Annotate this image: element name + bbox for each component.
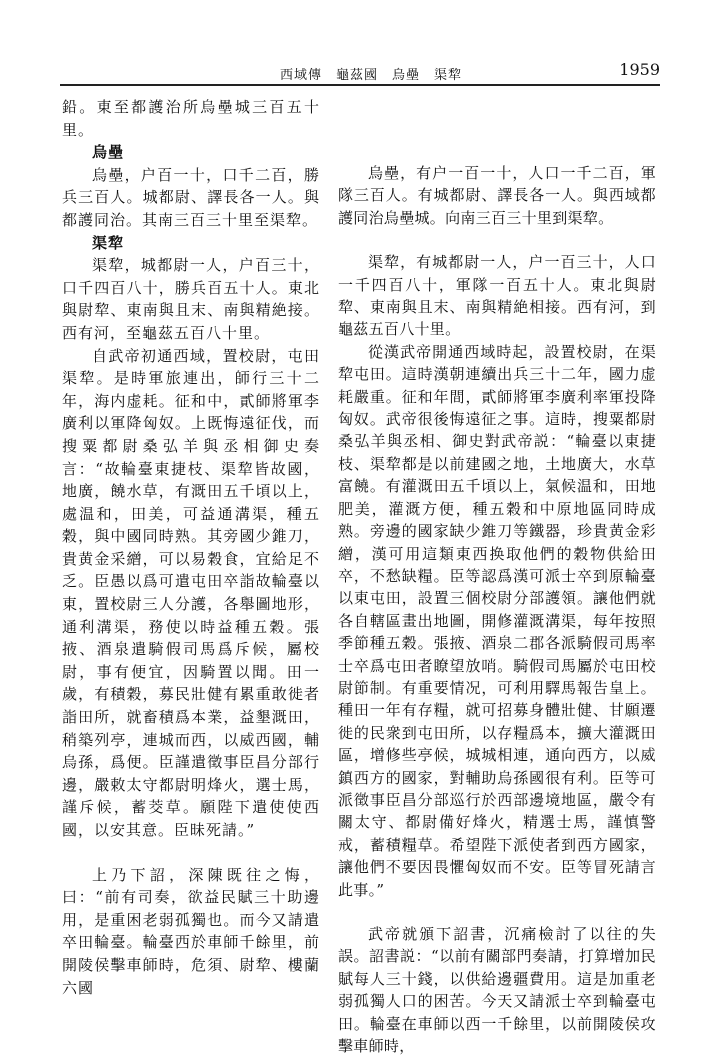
- running-title: 西域傳 龜茲國 烏壘 渠犂: [280, 68, 463, 83]
- right-para-3: 從漢武帝開通西域時起，設置校尉，在渠犂屯田。這時漢朝連續出兵三十二年，國力虚耗嚴重。征和年間，貳師將軍李廣利率軍投降匈奴。武帝很後悔遠征之事。這時，搜粟都尉桑弘羊與丞相、御史對武帝説：“輪臺以東捷枝、渠犂都是以前建國之地，土地廣大，水草富饒。有灌溉田五千頃以上，氣候温和，田地肥美，灌溉方便，種五穀和中原地區同時成熟。旁邊的國家缺少錐刀等鐵器，珍貴黄金彩繒，漢可用這類東西换取他們的穀物供給田卒，不愁缺糧。臣等認爲漢可派士卒到原輪臺以東屯田，設置三個校尉分部護領。讓他們就各自轄區畫出地圖，開修灌溉溝渠，每年按照季節種五穀。張掖、酒泉二郡各派騎假司馬率士卒爲屯田者瞭望放哨。騎假司馬屬於屯田校尉節制。有重要情况，可利用驛馬報告皇上。種田一年有存糧，就可招募身體壯健、甘願遷徙的民衆到屯田所，以存糧爲本，擴大灌溉田區，增修些亭候，城城相連，通向西方，以威鎮西方的國家，對輔助烏孫國很有利。臣等可派徵事臣昌分部巡行於西部邊境地區，嚴令有關太守、都尉備好烽火，精選士馬，謹慎警戒，蓄積糧草。希望陛下派使者到西方國家，讓他們不要因畏懼匈奴而不安。臣等冒死請言此事。”: [338, 342, 656, 899]
- right-para-4: 武帝就頒下詔書，沉痛檢討了以往的失誤。詔書説：“以前有關部門奏請，打算增加民賦每人三十錢，以供給邊疆費用。這是加重老弱孤獨人口的困苦。今天又請派士卒到輪臺屯田。輪臺在車師以西一千餘里，以前開陵侯攻擊車師時，: [338, 925, 656, 1056]
- left-para-2: 渠犂，城都尉一人，户百三十，口千四百八十，勝兵百五十人。東北與尉犂、東南與且末、南與精絶接。西有河，至龜茲五百八十里。: [62, 256, 320, 342]
- left-para-4: 上乃下詔，深陳既往之悔，曰：“前有司奏，欲益民賦三十助邊用，是重困老弱孤獨也。而今又請遣卒田輪臺。輪臺西於車師千餘里，前開陵侯擊車師時，危須、尉犂、樓蘭六國: [62, 865, 320, 997]
- right-para-1: 烏壘，有户一百一十，人口一千二百，軍隊三百人。有城都尉、譯長各一人。與西域都護同治烏壘城。向南三百三十里到渠犂。: [338, 164, 656, 227]
- page-header: [60, 58, 660, 86]
- classical-text-column: [62, 96, 320, 999]
- section-heading-wulei: 烏壘: [92, 143, 125, 162]
- left-para-0: 鉛。東至都護治所烏壘城三百五十里。: [62, 98, 320, 139]
- translation-column: [338, 96, 656, 1057]
- header-rule: [60, 84, 660, 86]
- left-para-3: 自武帝初通西域，置校尉，屯田渠犂。是時軍旅連出，師行三十二年，海内虚耗。征和中，貳師將軍李廣利以軍降匈奴。上既悔遠征伐，而搜粟都尉桑弘羊與丞相御史奏言：“故輪臺東捷枝、渠犂皆故國，地廣，饒水草，有溉田五千頃以上，處温和，田美，可益通溝渠，種五穀，與中國同時熟。其旁國少錐刀，貴黄金采繒，可以易穀食，宜給足不乏。臣愚以爲可遣屯田卒詣故輪臺以東，置校尉三人分護，各舉圖地形，通利溝渠，務使以時益種五穀。張掖、酒泉遣騎假司馬爲斥候，屬校尉，事有便宜，因騎置以聞。田一歲，有積穀，募民壯健有累重敢徙者詣田所，就畜積爲本業，益墾溉田，稍築列亭，連城而西，以威西國，輔烏孫，爲便。臣謹遣徵事臣昌分部行邊，嚴敕太守都尉明烽火，選士馬，謹斥候，蓄茭草。願陛下遣使使西國，以安其意。臣昧死請。”: [62, 346, 320, 839]
- page-number: 1959: [619, 60, 660, 79]
- section-heading-quli: 渠犂: [92, 233, 125, 252]
- right-para-2: 渠犂，有城都尉一人，户一百三十，人口一千四百八十，軍隊一百五十人。東北與尉犂、東南與且末、南與精絶相接。西有河，到龜茲五百八十里。: [338, 253, 656, 339]
- left-para-1: 烏壘，户百一十，口千二百，勝兵三百人。城都尉、譯長各一人。與都護同治。其南三百三十里至渠犂。: [62, 165, 320, 229]
